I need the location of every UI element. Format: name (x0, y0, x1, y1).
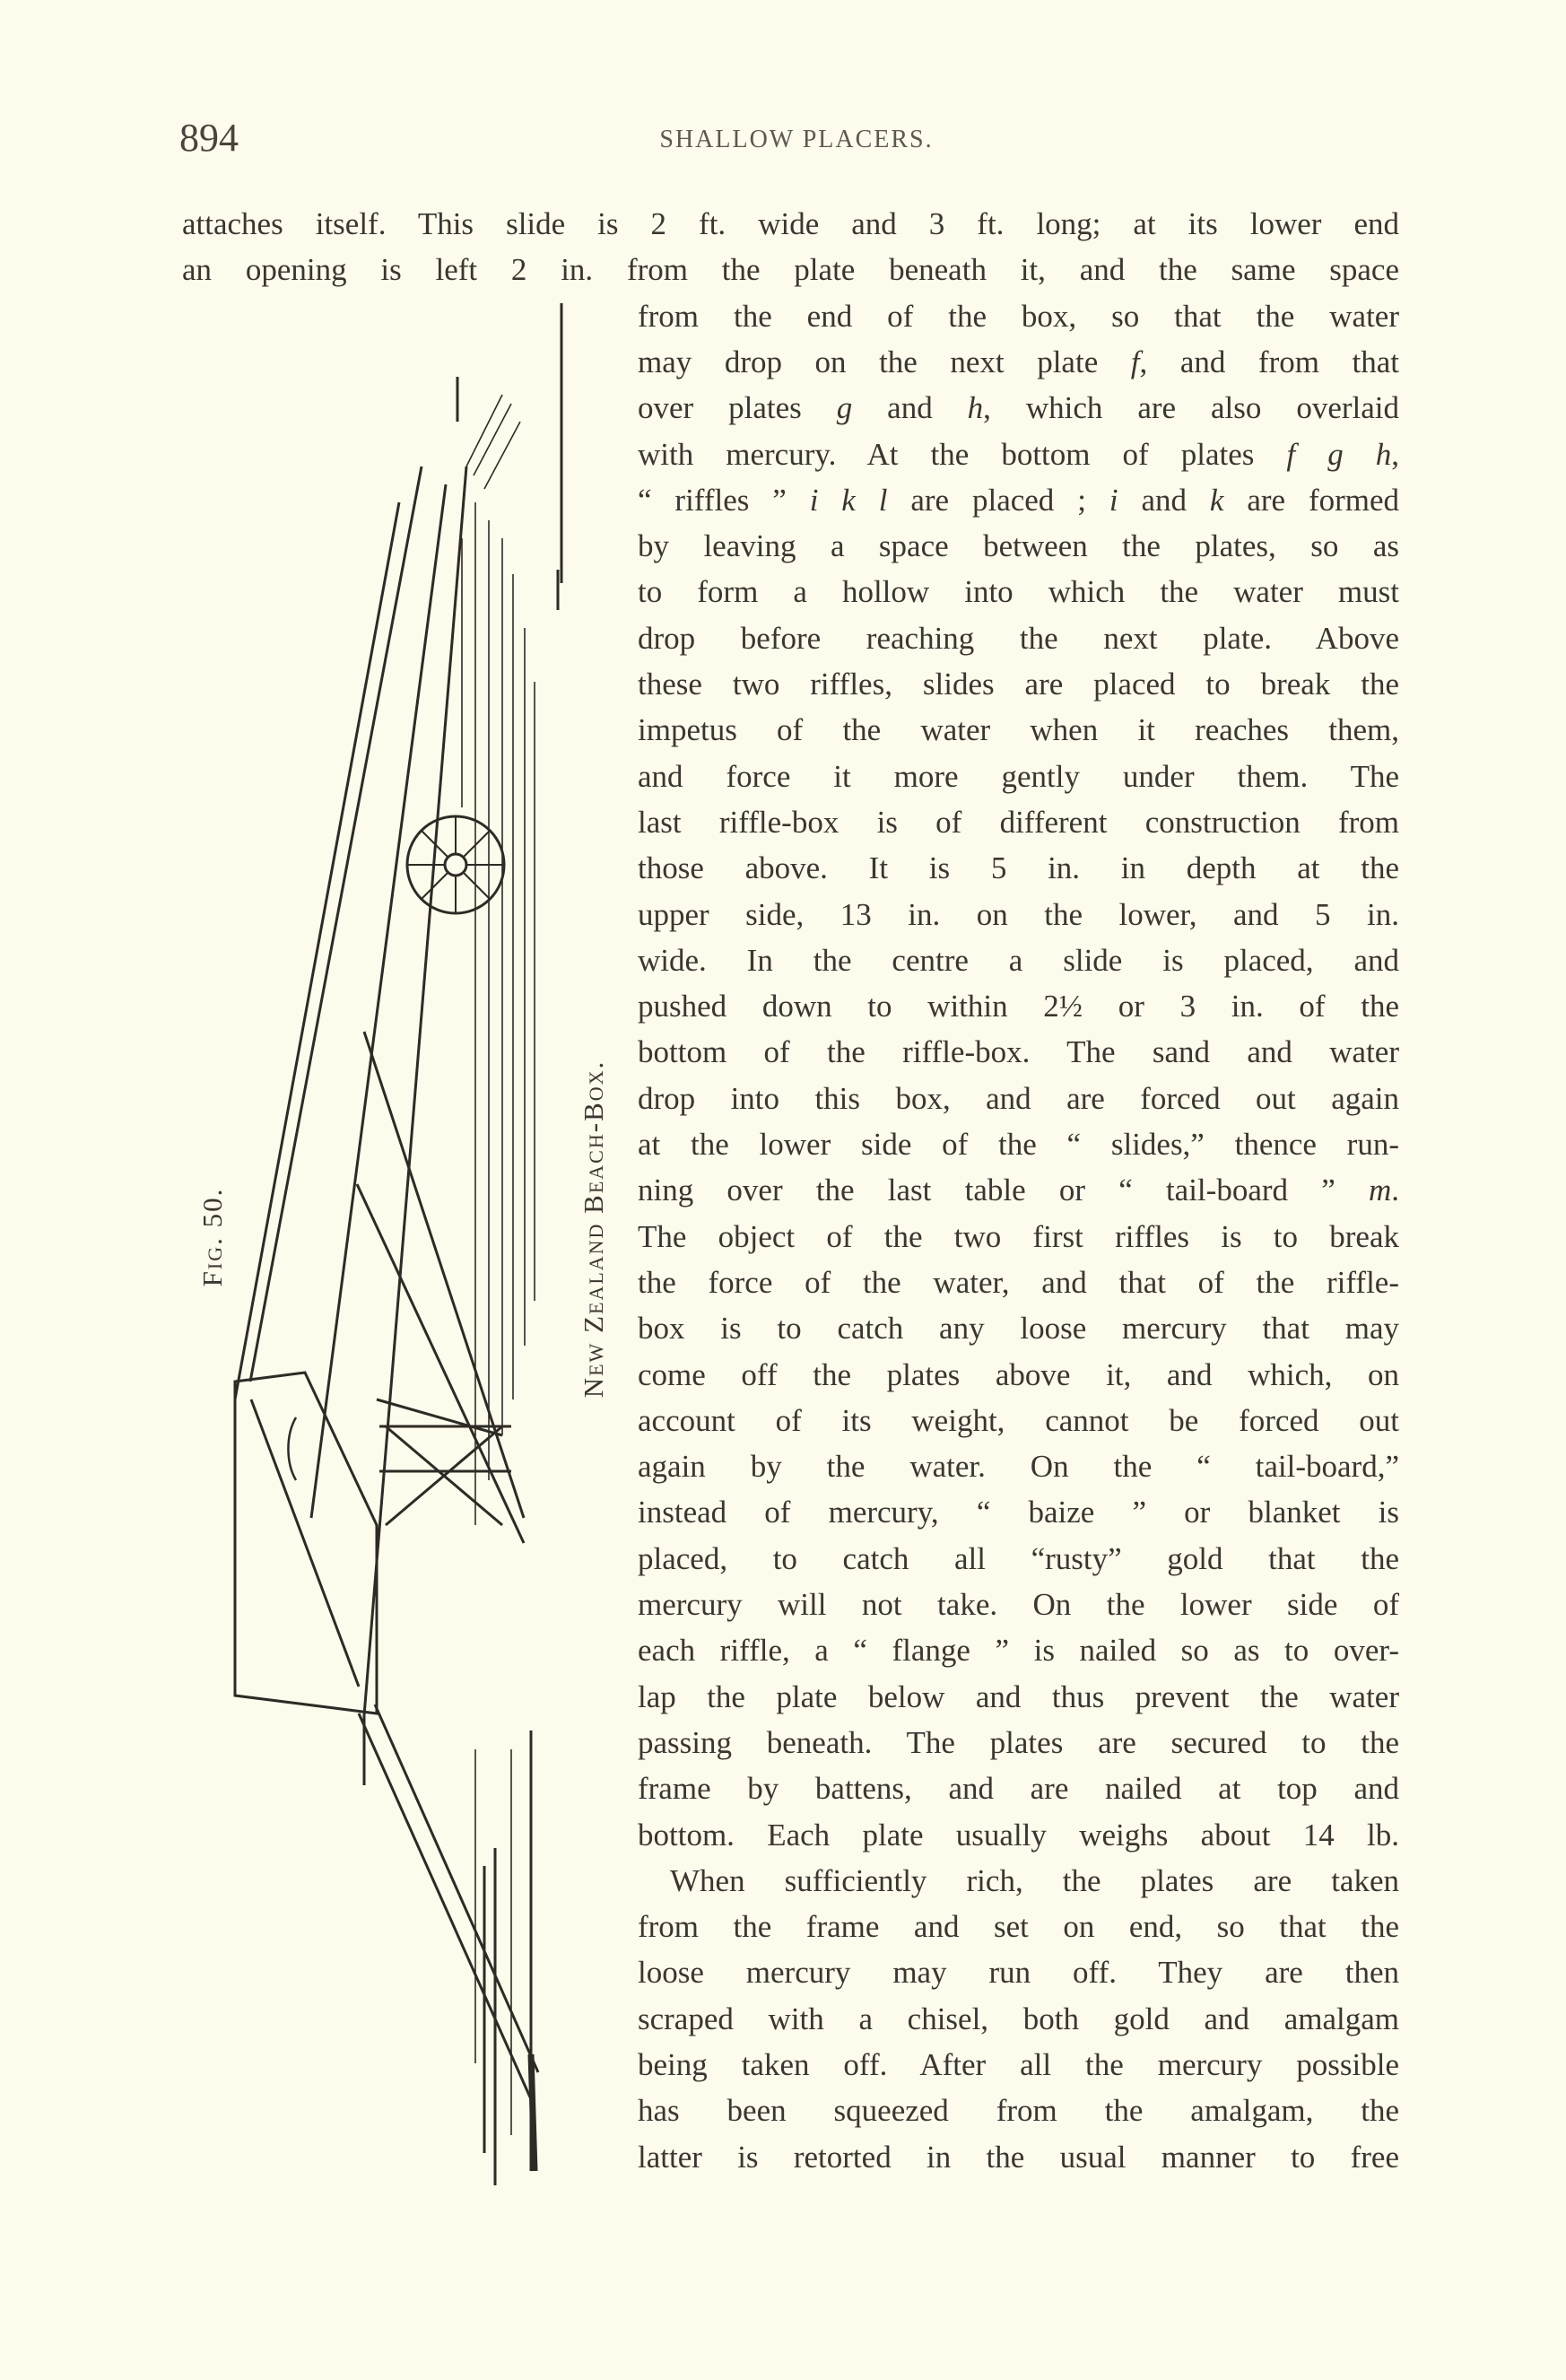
text-segment: latter is retorted in the usual manner to free (638, 2139, 1399, 2175)
text-segment: drop before reaching the next plate. Above (638, 620, 1399, 656)
text-segment: “ riffles ” (638, 482, 810, 518)
text-line (638, 845, 1399, 891)
text-segment: and (852, 390, 968, 426)
text-segment: these two riffles, slides are placed to break the (638, 667, 1399, 702)
text-line (638, 1398, 1399, 1443)
text-line (638, 1949, 1399, 1995)
text-segment: has been squeezed from the amalgam, the (638, 2093, 1399, 2129)
text-line (638, 523, 1399, 569)
text-segment: being taken off. After all the mercury possible (638, 2047, 1399, 2082)
text-line (638, 1076, 1399, 1121)
text-segment: drop into this box, and are forced out again (638, 1080, 1399, 1116)
text-segment: to form a hollow into which the water must (638, 574, 1399, 610)
text-segment: and force it more gently under them. The (638, 758, 1399, 794)
text-line (638, 1305, 1399, 1351)
text-line (182, 201, 1399, 247)
text-line (638, 1996, 1399, 2042)
text-segment: may drop on the next plate (638, 344, 1131, 379)
italic-letter: f g h (1286, 436, 1392, 472)
text-line (638, 937, 1399, 983)
text-line (638, 615, 1399, 661)
text-segment: mercury will not take. On the lower side of (638, 1587, 1399, 1622)
text-line (638, 2042, 1399, 2088)
text-segment: scraped with a chisel, both gold and amalgam (638, 2001, 1399, 2036)
text-line (638, 2134, 1399, 2180)
text-segment: bottom of the riffle-box. The sand and water (638, 1034, 1399, 1070)
italic-letter: i k l (809, 482, 888, 518)
italic-letter: k (1209, 482, 1224, 518)
text-segment: and (1118, 482, 1210, 518)
text-line (638, 1812, 1399, 1858)
text-line (638, 1674, 1399, 1720)
text-segment: with mercury. At the bottom of plates (638, 436, 1287, 472)
text-segment: from the frame and set on end, so that the (638, 1909, 1399, 1945)
text-line (638, 1720, 1399, 1765)
italic-letter: f (1130, 344, 1140, 379)
text-line (638, 1214, 1399, 1260)
text-segment: upper side, 13 in. on the lower, and 5 in. (638, 896, 1399, 932)
text-segment: box is to catch any loose mercury that may (638, 1311, 1399, 1347)
text-segment: an opening is left 2 in. from the plate beneath it, and the same space (182, 252, 1399, 288)
text-segment: instead of mercury, “ baize ” or blanket is (638, 1495, 1399, 1530)
text-segment: lap the plate below and thus prevent the water (638, 1678, 1399, 1714)
text-segment: placed, to catch all “rusty” gold that the (638, 1540, 1399, 1576)
text-line (638, 707, 1399, 753)
text-line (638, 892, 1399, 937)
text-line (638, 477, 1399, 523)
text-segment: . (1391, 1173, 1399, 1208)
text-line (638, 799, 1399, 845)
text-line (638, 1627, 1399, 1673)
text-line (638, 1121, 1399, 1167)
figure-caption: New Zealand Beach-Box. (578, 1059, 609, 1399)
text-segment: , which are also overlaid (983, 390, 1399, 426)
text-segment: are formed (1223, 482, 1400, 518)
text-segment: over plates (638, 390, 837, 426)
text-line (638, 1536, 1399, 1582)
text-line (638, 1443, 1399, 1489)
text-segment: When sufficiently rich, the plates are taken (670, 1862, 1399, 1898)
text-line (670, 1858, 1399, 1904)
text-line (638, 1167, 1399, 1213)
page-number: 894 (179, 116, 239, 160)
text-segment: are placed ; (887, 482, 1109, 518)
text-segment: the force of the water, and that of the riffle- (638, 1264, 1399, 1300)
text-line (638, 661, 1399, 707)
text-segment: pushed down to within 2½ or 3 in. of the (638, 989, 1399, 1024)
text-segment: wide. In the centre a slide is placed, and (638, 942, 1399, 978)
italic-letter: g (836, 390, 853, 426)
text-segment: last riffle-box is of different construction from (638, 804, 1399, 840)
text-segment: , (1391, 436, 1399, 472)
text-segment: loose mercury may run off. They are then (638, 1955, 1399, 1991)
running-title: SHALLOW PLACERS. (659, 126, 934, 153)
text-line (638, 385, 1399, 431)
text-segment: ning over the last table or “ tail-board ” (638, 1173, 1369, 1208)
text-segment: frame by battens, and are nailed at top and (638, 1771, 1399, 1807)
text-line (638, 1765, 1399, 1811)
italic-letter: i (1109, 482, 1118, 518)
text-line (182, 247, 1399, 292)
text-line (638, 432, 1399, 477)
text-line (638, 1582, 1399, 1627)
text-line (638, 1352, 1399, 1398)
italic-letter: h (967, 390, 984, 426)
text-segment: at the lower side of the “ slides,” thence run- (638, 1127, 1399, 1162)
text-line (638, 2088, 1399, 2133)
text-segment: impetus of the water when it reaches them, (638, 712, 1399, 748)
text-segment: attaches itself. This slide is 2 ft. wide and 3 ft. long; at its lower end (182, 206, 1399, 241)
text-line (638, 293, 1399, 339)
text-segment: each riffle, a “ flange ” is nailed so as to over- (638, 1633, 1399, 1669)
text-segment: those above. It is 5 in. in depth at the (638, 850, 1399, 886)
text-line (638, 339, 1399, 385)
text-segment: come off the plates above it, and which, on (638, 1356, 1399, 1392)
text-segment: bottom. Each plate usually weighs about 14 lb. (638, 1817, 1399, 1853)
text-line (638, 1489, 1399, 1535)
text-segment: passing beneath. The plates are secured to the (638, 1724, 1399, 1760)
text-line (638, 1904, 1399, 1949)
text-segment: account of its weight, cannot be forced out (638, 1402, 1399, 1438)
text-segment: The object of the two first riffles is to break (638, 1218, 1399, 1254)
text-line (638, 1029, 1399, 1075)
text-segment: again by the water. On the “ tail-board,” (638, 1449, 1399, 1485)
text-line (638, 983, 1399, 1029)
text-line (638, 1260, 1399, 1305)
text-segment: , and from that (1139, 344, 1400, 379)
text-segment: by leaving a space between the plates, so as (638, 528, 1399, 564)
text-segment: from the end of the box, so that the water (638, 298, 1399, 334)
text-line (638, 569, 1399, 615)
italic-letter: m (1368, 1173, 1392, 1208)
figure-number: Fig. 50. (196, 1187, 228, 1287)
text-line (638, 754, 1399, 799)
